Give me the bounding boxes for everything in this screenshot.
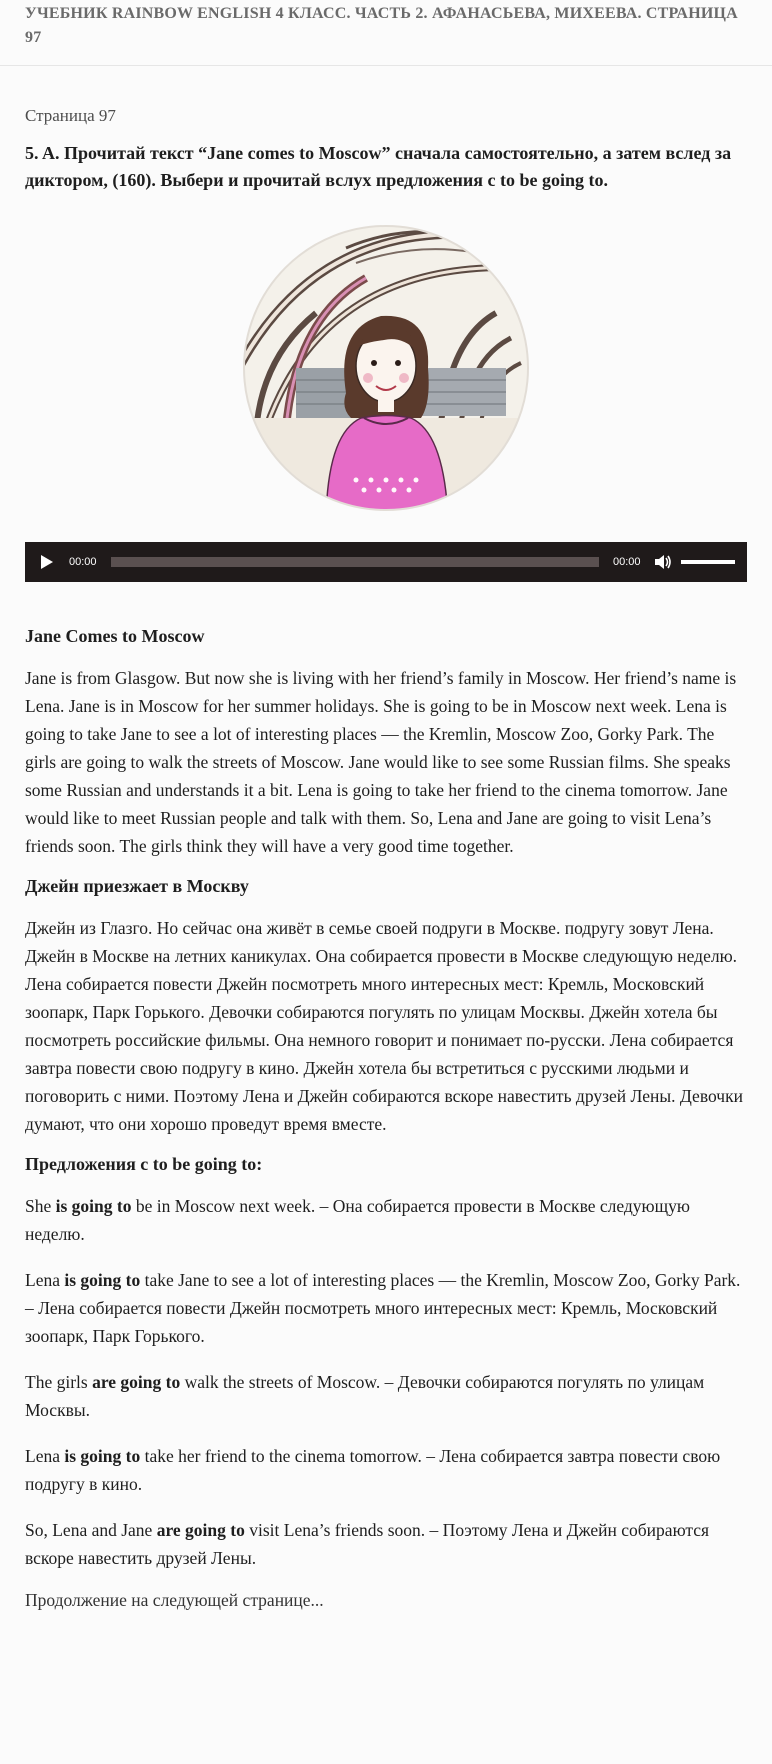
audio-player [25,542,747,582]
illustration [25,218,747,528]
girl-in-metro-illustration [236,218,536,518]
continue-link[interactable]: Продолжение на следующей странице... [25,1590,324,1610]
current-time: 00:00 [69,556,97,568]
example-sentence: The girls are going to walk the streets of Moscow. – Девочки собираются погулять по улицам Москвы. [25,1372,705,1420]
russian-heading: Джейн приезжает в Москву [25,876,249,896]
play-button[interactable] [37,552,57,572]
example-sentence: Lena is going to take her friend to the cinema tomorrow. – Лена собирается завтра повести свою подругу в кино. [25,1446,721,1494]
header-title: УЧЕБНИК RAINBOW ENGLISH 4 КЛАСС. ЧАСТЬ 2. АФАНАСЬЕВА, МИХЕЕВА. СТРАНИЦА 97 [25,5,738,46]
duration: 00:00 [613,556,641,568]
page-label: Страница 97 [25,106,116,125]
task-text: 5. A. Прочитай текст “Jane comes to Moscow” сначала самостоятельно, а затем вслед за диктором, (160). Выбери и прочитай вслух предложения с to be going to. [25,143,732,190]
example-sentence: She is going to be in Moscow next week. – Она собирается провести в Москве следующую неделю. [25,1196,690,1244]
examples-heading: Предложения с to be going to: [25,1154,263,1174]
volume-icon [654,554,672,570]
english-text: Jane is from Glasgow. But now she is living with her friend’s family in Moscow. Her friend’s name is Lena. Jane is in Moscow for her summer holidays. She is going to be in Moscow next week. Lena is going to take Jane to see a lot of interesting places — the Kremlin, Moscow Zoo, Gorky Park. The girls are going to walk the streets of Moscow. Jane would like to see some Russian films. She speaks some Russian and understands it a bit. Lena is going to take her friend to the cinema tomorrow. Jane would like to meet Russian people and talk with them. So, Lena and Jane are going to visit Lena’s friends soon. The girls think they will have a very good time together. [25,668,737,856]
progress-bar[interactable] [111,557,599,567]
page-header [0,0,772,66]
mute-button[interactable] [653,552,673,572]
example-sentence: Lena is going to take Jane to see a lot of interesting places — the Kremlin, Moscow Zoo, Gorky Park. – Лена собирается повести Джейн посмотреть много интересных мест: Кремль, Московский зоопарк, Парк Горького. [25,1270,741,1346]
article-content [0,104,772,1614]
play-icon [40,554,54,570]
russian-text: Джейн из Глазго. Но сейчас она живёт в семье своей подруги в Москве. подругу зовут Лена. Джейн в Москве на летних каникулах. Она собирается провести в Москве следующую неделю. Лена собирается повести Джейн посмотреть много интересных мест: Кремль, Московский зоопарк, Парк Горького. Девочки собираются погулять по улицам Москвы. Джейн хотела бы посмотреть российские фильмы. Она немного говорит и понимает по-русски. Лена собирается завтра повести свою подругу в кино. Джейн хотела бы встретиться с русскими людьми и поговорить с ними. Поэтому Лена и Джейн собираются вскоре навестить друзей Лены. Девочки думают, что они хорошо проведут время вместе. [25,918,743,1134]
english-heading: Jane Comes to Moscow [25,626,205,646]
example-sentence: So, Lena and Jane are going to visit Lena’s friends soon. – Поэтому Лена и Джейн собираются вскоре навестить друзей Лены. [25,1520,710,1568]
volume-slider[interactable] [681,560,735,564]
